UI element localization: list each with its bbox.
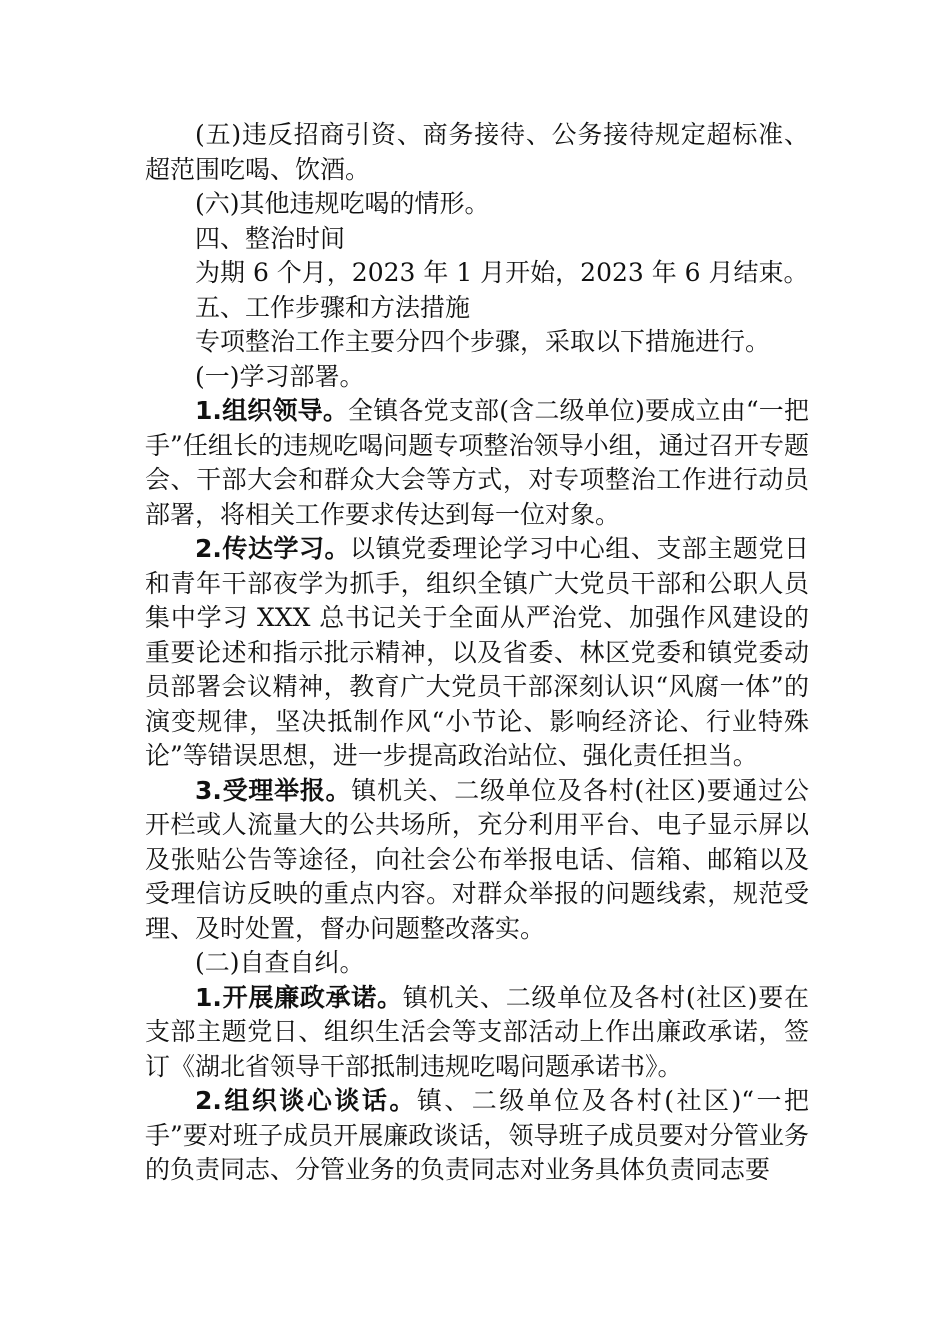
paragraph-lead: 3.受理举报。 (195, 775, 352, 805)
schedule-text (145, 256, 809, 291)
section-heading-steps (145, 291, 809, 326)
paragraph-text: 镇机关、二级单位及各村(社区)要在支部主题党日、组织生活会等支部活动上作出廉政承诺，签订《湖北省领导干部抵制违规吃喝问题承诺书》。 (145, 982, 809, 1081)
paragraph-integrity-pledge (145, 981, 809, 1085)
paragraph-item-6 (145, 187, 809, 222)
paragraph-accept-reports (145, 774, 809, 947)
document-body (145, 118, 809, 1188)
paragraph-heart-to-heart-talks (145, 1084, 809, 1188)
paragraph-item-5 (145, 118, 809, 187)
paragraph-text: 以镇党委理论学习中心组、支部主题党日和青年干部夜学为抓手，组织全镇广大党员干部和公职人员集中学习 XXX 总书记关于全面从严治党、加强作风建设的重要论述和指示批示精神，以及省委、林区党委和镇党委动员部署会议精神，教育广大党员干部深刻认识“风腐一体”的演变规律，坚决抵制作风“小节论、影响经济论、行业特殊论”等错误思想，进一步提高政治站位、强化责任担当。 (145, 534, 809, 770)
paragraph-text: 镇机关、二级单位及各村(社区)要通过公开栏或人流量大的公共场所，充分利用平台、电子显示屏以及张贴公告等途径，向社会公布举报电话、信箱、邮箱以及受理信访反映的重点内容。对群众举报的问题线索，规范受理、及时处置，督办问题整改落实。 (145, 775, 809, 943)
paragraph-text: 五、工作步骤和方法措施 (195, 292, 471, 322)
paragraph-text: (五)违反招商引资、商务接待、公务接待规定超标准、超范围吃喝、饮酒。 (145, 120, 809, 184)
paragraph-lead: 2.组织谈心谈话。 (195, 1086, 417, 1115)
paragraph-text: 镇、二级单位及各村(社区)“一把手”要对班子成员开展廉政谈话，领导班子成员要对分管业务的负责同志、分管业务的负责同志对业务具体负责同志要 (145, 1086, 809, 1184)
paragraph-text: 四、整治时间 (195, 223, 346, 253)
section-heading-schedule (145, 222, 809, 257)
paragraph-lead: 1.组织领导。 (195, 396, 349, 425)
paragraph-organize-leadership (145, 394, 809, 532)
subsection-heading-study (145, 360, 809, 395)
paragraph-text: (六)其他违规吃喝的情形。 (195, 189, 490, 218)
paragraph-text: (二)自查自纠。 (195, 948, 365, 977)
paragraph-lead: 2.传达学习。 (195, 534, 351, 563)
paragraph-convey-study (145, 532, 809, 774)
steps-intro (145, 325, 809, 360)
paragraph-text: 全镇各党支部(含二级单位)要成立由“一把手”任组长的违规吃喝问题专项整治领导小组，通过召开专题会、干部大会和群众大会等方式，对专项整治工作进行动员部署，将相关工作要求传达到每一位对象。 (145, 396, 809, 529)
subsection-heading-self-check (145, 946, 809, 981)
paragraph-text: 专项整治工作主要分四个步骤，采取以下措施进行。 (195, 327, 771, 356)
paragraph-text: 为期 6 个月，2023 年 1 月开始，2023 年 6 月结束。 (195, 258, 809, 287)
paragraph-lead: 1.开展廉政承诺。 (195, 982, 403, 1012)
paragraph-text: (一)学习部署。 (195, 361, 365, 391)
